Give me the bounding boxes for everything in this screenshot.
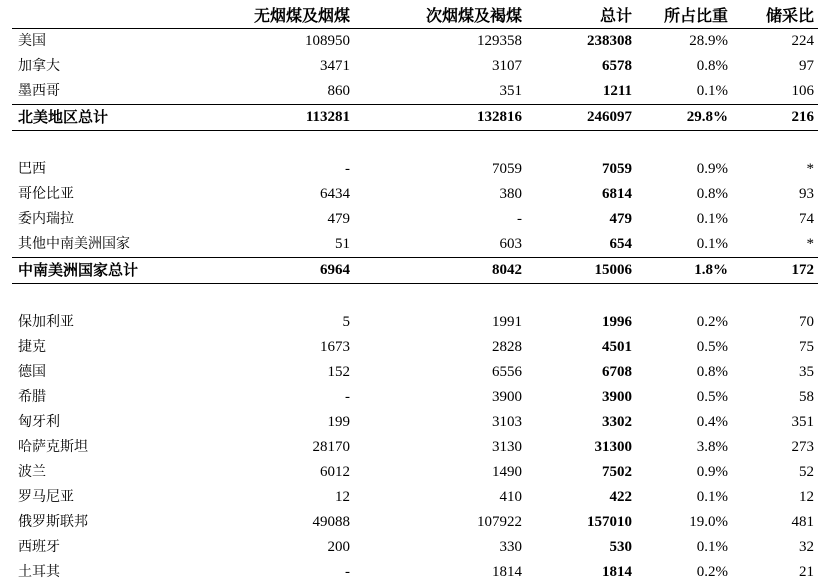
- table-row: [12, 29, 818, 55]
- share-value: 0.5%: [636, 385, 732, 410]
- country-name: 巴西: [12, 157, 204, 182]
- subbituminous-lignite-value: 2828: [354, 335, 526, 360]
- coal-reserves-table: [12, 3, 818, 585]
- country-name: 美国: [12, 29, 204, 55]
- share-value: 0.4%: [636, 410, 732, 435]
- rp-ratio-value: *: [732, 232, 818, 258]
- country-name: 捷克: [12, 335, 204, 360]
- subtotal-share-value: 1.8%: [636, 258, 732, 284]
- total-value: 654: [526, 232, 636, 258]
- table-row: [12, 485, 818, 510]
- table-row: [12, 182, 818, 207]
- table-header-row: [12, 3, 818, 29]
- header-rp-ratio: 储采比: [732, 3, 818, 29]
- rp-ratio-value: 21: [732, 560, 818, 585]
- rp-ratio-value: 481: [732, 510, 818, 535]
- rp-ratio-value: 97: [732, 54, 818, 79]
- table-row: [12, 560, 818, 585]
- table-row: [12, 54, 818, 79]
- rp-ratio-value: 351: [732, 410, 818, 435]
- country-name: 墨西哥: [12, 79, 204, 105]
- subbituminous-lignite-value: 3107: [354, 54, 526, 79]
- total-value: 1814: [526, 560, 636, 585]
- share-value: 0.1%: [636, 207, 732, 232]
- anthracite-bituminous-value: 152: [204, 360, 354, 385]
- table-row: [12, 79, 818, 105]
- share-value: 0.9%: [636, 157, 732, 182]
- anthracite-bituminous-value: 6434: [204, 182, 354, 207]
- anthracite-bituminous-value: 12: [204, 485, 354, 510]
- anthracite-bituminous-value: 51: [204, 232, 354, 258]
- share-value: 0.8%: [636, 54, 732, 79]
- rp-ratio-value: *: [732, 157, 818, 182]
- country-name: 其他中南美洲国家: [12, 232, 204, 258]
- subbituminous-lignite-value: 3900: [354, 385, 526, 410]
- rp-ratio-value: 75: [732, 335, 818, 360]
- rp-ratio-value: 58: [732, 385, 818, 410]
- subbituminous-lignite-value: 410: [354, 485, 526, 510]
- subtotal-country-name: 北美地区总计: [12, 105, 204, 131]
- total-value: 422: [526, 485, 636, 510]
- share-value: 0.1%: [636, 232, 732, 258]
- share-value: 0.9%: [636, 460, 732, 485]
- share-value: 19.0%: [636, 510, 732, 535]
- subbituminous-lignite-value: 380: [354, 182, 526, 207]
- anthracite-bituminous-value: 28170: [204, 435, 354, 460]
- share-value: 0.8%: [636, 182, 732, 207]
- total-value: 3900: [526, 385, 636, 410]
- subbituminous-lignite-value: 129358: [354, 29, 526, 55]
- subtotal-share-value: 29.8%: [636, 105, 732, 131]
- table-row: [12, 360, 818, 385]
- share-value: 0.1%: [636, 535, 732, 560]
- table-row: [12, 232, 818, 258]
- total-value: 1996: [526, 310, 636, 335]
- rp-ratio-value: 12: [732, 485, 818, 510]
- subbituminous-lignite-value: -: [354, 207, 526, 232]
- subbituminous-lignite-value: 6556: [354, 360, 526, 385]
- total-value: 157010: [526, 510, 636, 535]
- table-row: [12, 310, 818, 335]
- anthracite-bituminous-value: 3471: [204, 54, 354, 79]
- rp-ratio-value: 106: [732, 79, 818, 105]
- anthracite-bituminous-value: 199: [204, 410, 354, 435]
- subbituminous-lignite-value: 603: [354, 232, 526, 258]
- rp-ratio-value: 273: [732, 435, 818, 460]
- total-value: 6578: [526, 54, 636, 79]
- subbituminous-lignite-value: 351: [354, 79, 526, 105]
- country-name: 委内瑞拉: [12, 207, 204, 232]
- country-name: 德国: [12, 360, 204, 385]
- anthracite-bituminous-value: 860: [204, 79, 354, 105]
- anthracite-bituminous-value: 5: [204, 310, 354, 335]
- subbituminous-lignite-value: 1490: [354, 460, 526, 485]
- section-spacer: [12, 284, 818, 311]
- rp-ratio-value: 93: [732, 182, 818, 207]
- subbituminous-lignite-value: 1991: [354, 310, 526, 335]
- total-value: 3302: [526, 410, 636, 435]
- subtotal-rp-ratio-value: 172: [732, 258, 818, 284]
- subbituminous-lignite-value: 7059: [354, 157, 526, 182]
- table-row: [12, 410, 818, 435]
- total-value: 1211: [526, 79, 636, 105]
- subbituminous-lignite-value: 3130: [354, 435, 526, 460]
- table-row: [12, 157, 818, 182]
- total-value: 4501: [526, 335, 636, 360]
- anthracite-bituminous-value: 200: [204, 535, 354, 560]
- section-spacer: [12, 131, 818, 158]
- table-row: [12, 207, 818, 232]
- subbituminous-lignite-value: 1814: [354, 560, 526, 585]
- header-share: 所占比重: [636, 3, 732, 29]
- country-name: 土耳其: [12, 560, 204, 585]
- country-name: 哥伦比亚: [12, 182, 204, 207]
- country-name: 波兰: [12, 460, 204, 485]
- subbituminous-lignite-value: 107922: [354, 510, 526, 535]
- subbituminous-lignite-value: 330: [354, 535, 526, 560]
- country-name: 加拿大: [12, 54, 204, 79]
- anthracite-bituminous-value: -: [204, 385, 354, 410]
- subtotal-rp-ratio-value: 216: [732, 105, 818, 131]
- table-body: [12, 29, 818, 585]
- country-name: 西班牙: [12, 535, 204, 560]
- total-value: 6814: [526, 182, 636, 207]
- total-value: 7502: [526, 460, 636, 485]
- subtotal-row: [12, 105, 818, 131]
- share-value: 0.8%: [636, 360, 732, 385]
- total-value: 479: [526, 207, 636, 232]
- share-value: 0.5%: [636, 335, 732, 360]
- table-row: [12, 335, 818, 360]
- anthracite-bituminous-value: -: [204, 560, 354, 585]
- rp-ratio-value: 35: [732, 360, 818, 385]
- country-name: 罗马尼亚: [12, 485, 204, 510]
- rp-ratio-value: 224: [732, 29, 818, 55]
- share-value: 0.1%: [636, 485, 732, 510]
- country-name: 保加利亚: [12, 310, 204, 335]
- share-value: 0.2%: [636, 560, 732, 585]
- rp-ratio-value: 74: [732, 207, 818, 232]
- table-row: [12, 460, 818, 485]
- subtotal-total-value: 246097: [526, 105, 636, 131]
- rp-ratio-value: 52: [732, 460, 818, 485]
- subtotal-subbituminous-lignite-value: 132816: [354, 105, 526, 131]
- subtotal-total-value: 15006: [526, 258, 636, 284]
- subtotal-subbituminous-lignite-value: 8042: [354, 258, 526, 284]
- share-value: 0.1%: [636, 79, 732, 105]
- country-name: 匈牙利: [12, 410, 204, 435]
- header-total: 总计: [526, 3, 636, 29]
- header-anthracite-bituminous: 无烟煤及烟煤: [204, 3, 354, 29]
- rp-ratio-value: 32: [732, 535, 818, 560]
- total-value: 6708: [526, 360, 636, 385]
- subtotal-row: [12, 258, 818, 284]
- share-value: 28.9%: [636, 29, 732, 55]
- country-name: 希腊: [12, 385, 204, 410]
- anthracite-bituminous-value: 479: [204, 207, 354, 232]
- rp-ratio-value: 70: [732, 310, 818, 335]
- anthracite-bituminous-value: 1673: [204, 335, 354, 360]
- anthracite-bituminous-value: 6012: [204, 460, 354, 485]
- anthracite-bituminous-value: 49088: [204, 510, 354, 535]
- total-value: 7059: [526, 157, 636, 182]
- total-value: 530: [526, 535, 636, 560]
- table-row: [12, 435, 818, 460]
- header-subbituminous-lignite: 次烟煤及褐煤: [354, 3, 526, 29]
- header-country: [12, 3, 204, 29]
- anthracite-bituminous-value: 108950: [204, 29, 354, 55]
- anthracite-bituminous-value: -: [204, 157, 354, 182]
- subtotal-anthracite-bituminous-value: 113281: [204, 105, 354, 131]
- share-value: 3.8%: [636, 435, 732, 460]
- share-value: 0.2%: [636, 310, 732, 335]
- total-value: 238308: [526, 29, 636, 55]
- table-row: [12, 385, 818, 410]
- total-value: 31300: [526, 435, 636, 460]
- country-name: 哈萨克斯坦: [12, 435, 204, 460]
- subbituminous-lignite-value: 3103: [354, 410, 526, 435]
- country-name: 俄罗斯联邦: [12, 510, 204, 535]
- table-row: [12, 535, 818, 560]
- subtotal-country-name: 中南美洲国家总计: [12, 258, 204, 284]
- table-row: [12, 510, 818, 535]
- subtotal-anthracite-bituminous-value: 6964: [204, 258, 354, 284]
